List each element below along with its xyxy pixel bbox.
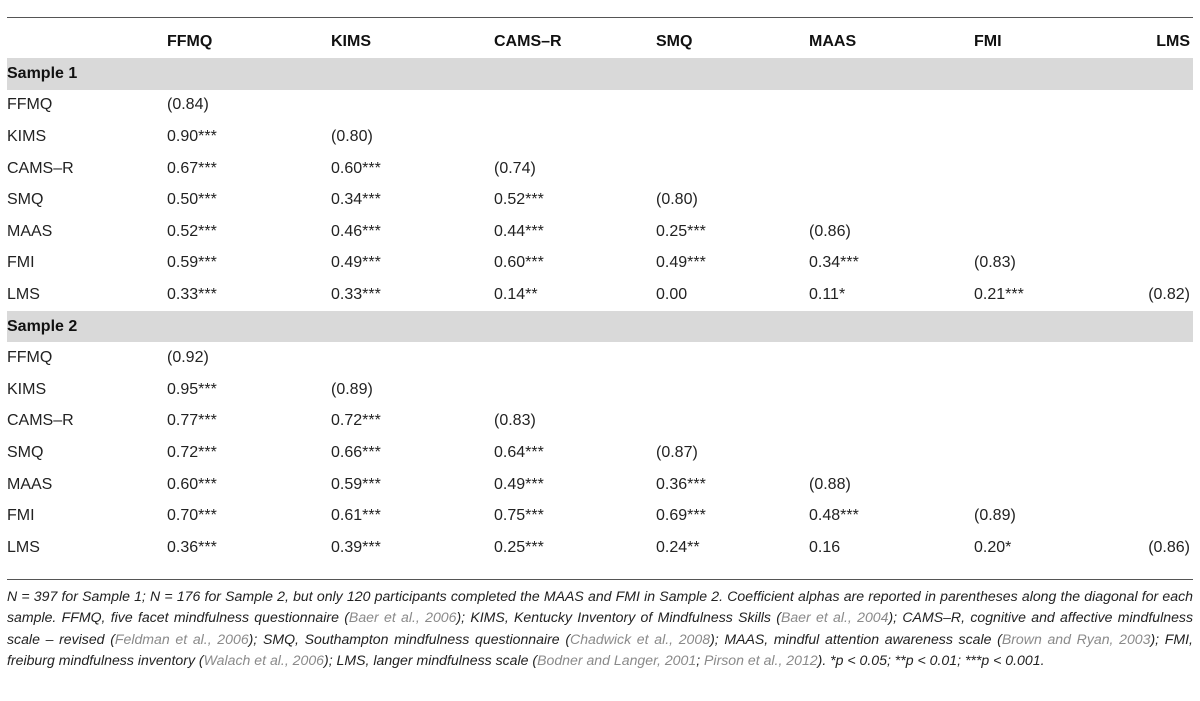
row-label: LMS (7, 285, 40, 303)
row-label: MAAS (7, 475, 53, 493)
table-cell: 0.52*** (494, 191, 544, 209)
table-cell: 0.70*** (167, 507, 217, 525)
citation-link[interactable]: Baer et al., 2004 (780, 609, 889, 626)
table-cell: 0.67*** (167, 159, 217, 177)
table-cell: 0.34*** (331, 191, 381, 209)
table-cell: 0.21*** (974, 285, 1024, 303)
table-cell (656, 342, 809, 374)
table-cell (331, 342, 494, 374)
table-cell (974, 374, 1124, 406)
table-cell (1124, 437, 1193, 469)
table-cell (809, 374, 974, 406)
table-row (7, 500, 1193, 532)
table-cell (1124, 469, 1193, 501)
table-cell: 0.60*** (494, 254, 544, 272)
row-label: FFMQ (7, 349, 53, 367)
citation-link[interactable]: Baer et al., 2006 (348, 609, 457, 626)
table-cell: (0.74) (494, 159, 536, 177)
footnote-text: ); LMS, langer mindfulness scale ( (324, 651, 538, 668)
row-label: MAAS (7, 222, 53, 240)
table-cell (809, 121, 974, 153)
column-header: SMQ (656, 33, 693, 50)
column-header: FFMQ (167, 33, 213, 50)
table-cell (1124, 342, 1193, 374)
table-cell (809, 90, 974, 122)
table-cell (974, 342, 1124, 374)
table-cell: 0.36*** (167, 538, 217, 556)
table-cell: (0.80) (656, 191, 698, 209)
citation-link[interactable]: Pirson et al., 2012 (704, 651, 818, 668)
table-cell (809, 153, 974, 185)
table-cell (656, 90, 809, 122)
bottom-rule (7, 579, 1193, 580)
table-row (7, 279, 1193, 311)
column-header: MAAS (809, 33, 857, 50)
table-cell (974, 469, 1124, 501)
table-cell (494, 121, 656, 153)
table-cell (1124, 90, 1193, 122)
table-cell (1124, 184, 1193, 216)
table-cell: 0.14** (494, 285, 538, 303)
table-cell (656, 406, 809, 438)
table-cell: 0.69*** (656, 507, 706, 525)
table-cell: 0.64*** (494, 443, 544, 461)
row-label: SMQ (7, 443, 44, 461)
table-cell: (0.86) (809, 222, 851, 240)
citation-link[interactable]: Brown and Ryan, 2003 (1001, 630, 1151, 647)
citation-link[interactable]: Feldman et al., 2006 (114, 630, 249, 647)
footnote-text: N = 397 for Sample 1; N = 176 for Sample 2, but only 120 participants completed the MAAS and FMI in Sample 2. Coefficient alphas are reported in parentheses along the diagonal for each sample. FFMQ, five facet mindfulness questionnaire ( (7, 588, 1193, 626)
row-label: KIMS (7, 127, 47, 145)
table-body (7, 58, 1193, 564)
row-label: KIMS (7, 380, 47, 398)
table-cell: 0.61*** (331, 507, 381, 525)
table-cell: 0.72*** (167, 443, 217, 461)
table-row (7, 121, 1193, 153)
table-cell: (0.83) (494, 412, 536, 430)
table-cell (656, 121, 809, 153)
table-cell: (0.87) (656, 443, 698, 461)
column-header: LMS (1156, 33, 1190, 50)
table-cell: (0.89) (331, 380, 373, 398)
table-cell: (0.83) (974, 254, 1016, 272)
footnote-text: ); CAMS–R, cognitive and affective mindfulness scale – revised ( (7, 609, 1194, 647)
table-cell: (0.92) (167, 349, 209, 367)
citation-link[interactable]: Walach et al., 2006 (203, 651, 325, 668)
footnote-text: ); FMI, freiburg mindfulness inventory ( (7, 630, 1193, 668)
table-row (7, 406, 1193, 438)
footnote-text: ). *p < 0.05; **p < 0.01; ***p < 0.001. (817, 651, 1045, 668)
footnote-text: ); KIMS, Kentucky Inventory of Mindfulness Skills ( (456, 609, 781, 626)
section-title: Sample 1 (7, 58, 1193, 90)
footnote-text: ); SMQ, Southampton mindfulness questionnaire ( (248, 630, 571, 647)
header-row (7, 26, 1193, 58)
citation-link[interactable]: Bodner and Langer, 2001 (537, 651, 697, 668)
table-cell (809, 342, 974, 374)
table-cell: 0.50*** (167, 191, 217, 209)
table-cell: 0.16 (809, 538, 841, 556)
table-cell: 0.36*** (656, 475, 706, 493)
table-row (7, 469, 1193, 501)
table-cell (656, 153, 809, 185)
table-row (7, 437, 1193, 469)
table-row (7, 153, 1193, 185)
table-cell: 0.20* (974, 538, 1012, 556)
table-cell: 0.33*** (331, 285, 381, 303)
table-cell: (0.80) (331, 127, 373, 145)
table-cell: 0.25*** (656, 222, 706, 240)
table-cell: 0.90*** (167, 127, 217, 145)
table-cell: 0.59*** (167, 254, 217, 272)
footnote-text: ); MAAS, mindful attention awareness scale ( (710, 630, 1002, 647)
row-label: FFMQ (7, 96, 53, 114)
table-row (7, 248, 1193, 280)
table-cell: 0.75*** (494, 507, 544, 525)
correlation-table (7, 26, 1193, 564)
table-cell: 0.77*** (167, 412, 217, 430)
table-row (7, 342, 1193, 374)
table-cell (1124, 374, 1193, 406)
table-cell (974, 184, 1124, 216)
table-cell: 0.59*** (331, 475, 381, 493)
column-header: CAMS–R (494, 33, 562, 50)
table-cell (974, 406, 1124, 438)
table-cell: 0.49*** (656, 254, 706, 272)
table-cell: 0.00 (656, 285, 688, 303)
table-cell (1124, 406, 1193, 438)
row-label: LMS (7, 538, 40, 556)
header-corner (7, 26, 167, 58)
table-footnote (7, 586, 1193, 671)
row-label: SMQ (7, 191, 44, 209)
table-cell (1124, 500, 1193, 532)
table-cell (1124, 121, 1193, 153)
table-cell: 0.11* (809, 285, 846, 303)
row-label: FMI (7, 254, 35, 272)
table-cell: 0.49*** (494, 475, 544, 493)
table-cell (331, 90, 494, 122)
table-cell (974, 153, 1124, 185)
table-cell: 0.34*** (809, 254, 859, 272)
table-cell (809, 406, 974, 438)
table-cell: 0.25*** (494, 538, 544, 556)
table-row (7, 374, 1193, 406)
column-header: KIMS (331, 33, 371, 50)
table-cell: (0.86) (1148, 538, 1190, 556)
table-cell: 0.52*** (167, 222, 217, 240)
table-cell (809, 437, 974, 469)
table-cell: 0.60*** (167, 475, 217, 493)
table-cell (974, 437, 1124, 469)
table-cell: 0.44*** (494, 222, 544, 240)
table-cell: 0.72*** (331, 412, 381, 430)
table-cell (1124, 153, 1193, 185)
column-header: FMI (974, 33, 1002, 50)
row-label: CAMS–R (7, 159, 74, 177)
table-cell: 0.49*** (331, 254, 381, 272)
table-cell (494, 342, 656, 374)
table-row (7, 90, 1193, 122)
table-cell (1124, 216, 1193, 248)
table-cell (974, 121, 1124, 153)
table-cell: 0.39*** (331, 538, 381, 556)
table-cell: 0.24** (656, 538, 700, 556)
table-cell: (0.84) (167, 96, 209, 114)
table-cell: 0.48*** (809, 507, 859, 525)
table-cell: 0.33*** (167, 285, 217, 303)
row-label: CAMS–R (7, 412, 74, 430)
top-rule (7, 17, 1193, 18)
table-cell: 0.66*** (331, 443, 381, 461)
table-cell: (0.89) (974, 507, 1016, 525)
table-cell (1124, 248, 1193, 280)
table-cell (494, 374, 656, 406)
section-header-row (7, 58, 1193, 90)
table-cell: (0.82) (1148, 285, 1190, 303)
table-row (7, 532, 1193, 564)
table-cell (974, 90, 1124, 122)
table-cell (656, 374, 809, 406)
citation-link[interactable]: Chadwick et al., 2008 (570, 630, 711, 647)
table-row (7, 184, 1193, 216)
table-cell: 0.60*** (331, 159, 381, 177)
table-cell (809, 184, 974, 216)
table-cell (974, 216, 1124, 248)
section-header-row (7, 311, 1193, 343)
table-cell: 0.46*** (331, 222, 381, 240)
table-row (7, 216, 1193, 248)
table-cell: 0.95*** (167, 380, 217, 398)
row-label: FMI (7, 507, 35, 525)
section-title: Sample 2 (7, 311, 1193, 343)
table-cell (494, 90, 656, 122)
footnote-text: ; (696, 651, 705, 668)
table-cell: (0.88) (809, 475, 851, 493)
